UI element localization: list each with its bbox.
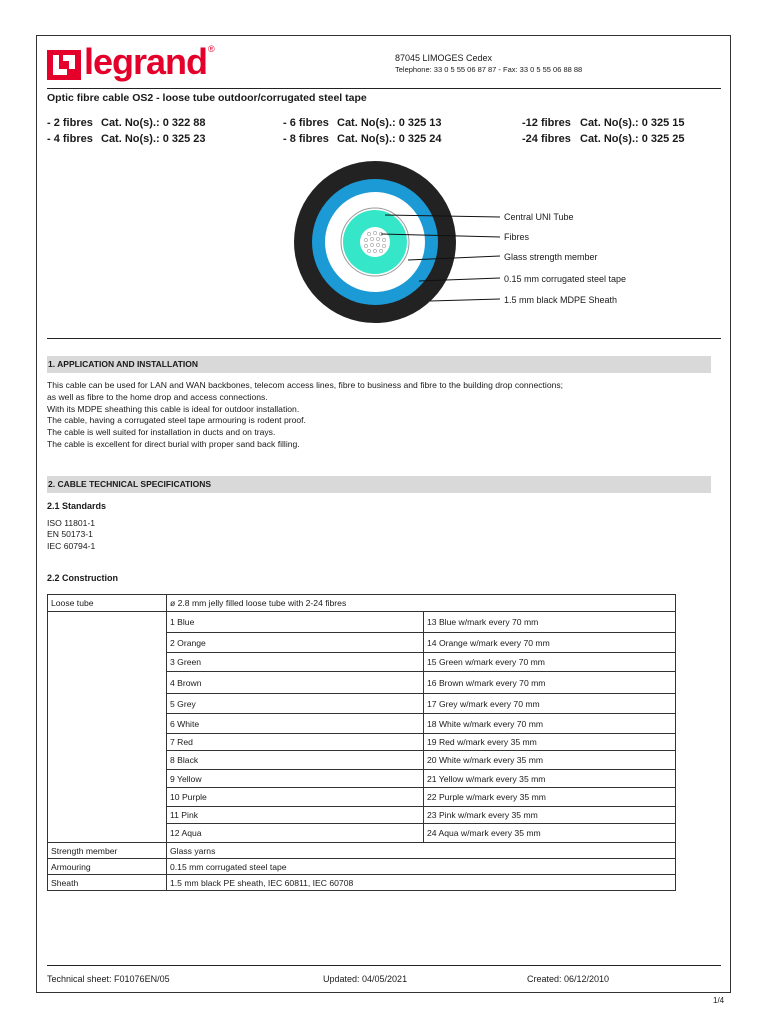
table-cell: 11 Pink [167, 807, 424, 824]
fibre-count: - 2 fibres [47, 117, 93, 129]
table-cell: 24 Aqua w/mark every 35 mm [424, 824, 676, 843]
fibre-count: - 8 fibres [283, 133, 329, 145]
standard-item: IEC 60794-1 [47, 540, 96, 551]
table-cell: 8 Black [167, 751, 424, 770]
brand-name: legrand [84, 41, 208, 82]
table-cell: 15 Green w/mark every 70 mm [424, 653, 676, 672]
table-cell: Armouring [48, 859, 167, 875]
text-line: as well as fibre to the home drop and access connections. [47, 391, 268, 402]
footer-sheet: Technical sheet: F01076EN/05 [47, 974, 170, 984]
table-cell: 22 Purple w/mark every 35 mm [424, 788, 676, 807]
contact-info [395, 52, 582, 76]
fibre-options-col-1 [47, 115, 206, 147]
text-line: With its MDPE sheathing this cable is ideal for outdoor installation. [47, 403, 300, 414]
table-cell: 19 Red w/mark every 35 mm [424, 734, 676, 751]
table-row [48, 612, 676, 633]
table-cell: 23 Pink w/mark every 35 mm [424, 807, 676, 824]
table-cell: 4 Brown [167, 672, 424, 694]
table-cell: 9 Yellow [167, 770, 424, 788]
table-cell: 0.15 mm corrugated steel tape [167, 859, 676, 875]
page-number: 1/4 [713, 996, 725, 1005]
footer-updated: Updated: 04/05/2021 [323, 974, 408, 984]
table-row [48, 859, 676, 875]
standards-heading: 2.1 Standards [47, 501, 107, 511]
table-cell: 3 Green [167, 653, 424, 672]
label-glass-strength: Glass strength member [504, 252, 598, 262]
application-text [47, 380, 563, 451]
text-line: This cable can be used for LAN and WAN backbones, telecom access lines, fibre to business and fibre to the building drop connections; [47, 380, 564, 390]
label-central-tube: Central UNI Tube [504, 212, 574, 222]
table-cell: 6 White [167, 714, 424, 734]
fibre-count: -24 fibres [522, 133, 571, 145]
address: 87045 LIMOGES Cedex [395, 53, 493, 63]
cat-number: Cat. No(s).: 0 325 24 [337, 133, 442, 145]
fibre-count: - 6 fibres [283, 117, 329, 129]
section-1-heading: 1. APPLICATION AND INSTALLATION [47, 356, 711, 373]
footer-created: Created: 06/12/2010 [527, 974, 610, 984]
construction-table [47, 594, 676, 891]
label-fibres: Fibres [504, 232, 530, 242]
table-cell: 12 Aqua [167, 824, 424, 843]
table-cell: 18 White w/mark every 70 mm [424, 714, 676, 734]
footer-rule [47, 965, 721, 966]
cat-number: Cat. No(s).: 0 325 13 [337, 117, 442, 129]
table-row [48, 875, 676, 891]
table-cell: 17 Grey w/mark every 70 mm [424, 694, 676, 714]
cat-number: Cat. No(s).: 0 322 88 [101, 117, 206, 129]
table-cell: Loose tube [48, 595, 167, 612]
legrand-logo [47, 41, 215, 82]
header-rule [47, 88, 721, 89]
table-cell: Strength member [48, 843, 167, 859]
phone-fax: Telephone: 33 0 5 55 06 87 87 - Fax: 33 0 5 55 06 88 88 [395, 65, 583, 74]
construction-heading: 2.2 Construction [47, 573, 119, 583]
table-cell: Sheath [48, 875, 167, 891]
table-row [48, 595, 676, 612]
cat-number: Cat. No(s).: 0 325 15 [580, 117, 685, 129]
label-steel-tape: 0.15 mm corrugated steel tape [504, 274, 627, 284]
cat-number: Cat. No(s).: 0 325 23 [101, 133, 206, 145]
cable-cross-section [280, 160, 500, 335]
table-cell: ø 2.8 mm jelly filled loose tube with 2-24 fibres [167, 595, 676, 612]
table-cell: 16 Brown w/mark every 70 mm [424, 672, 676, 694]
table-cell [48, 612, 167, 843]
text-line: The cable, having a corrugated steel tape armouring is rodent proof. [47, 415, 306, 426]
table-cell: 1.5 mm black PE sheath, IEC 60811, IEC 60708 [167, 875, 676, 891]
table-cell: 2 Orange [167, 633, 424, 653]
fibre-options-col-2 [283, 115, 442, 147]
table-cell: 14 Orange w/mark every 70 mm [424, 633, 676, 653]
table-cell: 21 Yellow w/mark every 35 mm [424, 770, 676, 788]
standard-item: ISO 11801-1 [47, 518, 96, 528]
table-cell: 1 Blue [167, 612, 424, 633]
legrand-mark-icon [47, 50, 81, 80]
fibre-options-col-3 [522, 115, 685, 147]
label-sheath: 1.5 mm black MDPE Sheath [504, 295, 618, 305]
fibre-count: - 4 fibres [47, 133, 93, 145]
text-line: The cable is excellent for direct burial with proper sand back filling. [47, 438, 300, 449]
table-cell: 20 White w/mark every 35 mm [424, 751, 676, 770]
section-2-heading: 2. CABLE TECHNICAL SPECIFICATIONS [47, 476, 711, 493]
registered-mark: ® [208, 44, 215, 54]
table-cell: 5 Grey [167, 694, 424, 714]
table-row [48, 843, 676, 859]
table-cell: Glass yarns [167, 843, 676, 859]
table-cell: 7 Red [167, 734, 424, 751]
document-title: Optic fibre cable OS2 - loose tube outdoor/corrugated steel tape [47, 92, 367, 104]
table-cell: 10 Purple [167, 788, 424, 807]
cat-number: Cat. No(s).: 0 325 25 [580, 133, 685, 145]
table-cell: 13 Blue w/mark every 70 mm [424, 612, 676, 633]
diagram-rule [47, 338, 721, 339]
standard-item: EN 50173-1 [47, 529, 93, 540]
standards-list [47, 518, 95, 552]
text-line: The cable is well suited for installation in ducts and on trays. [47, 427, 276, 438]
fibre-count: -12 fibres [522, 117, 571, 129]
